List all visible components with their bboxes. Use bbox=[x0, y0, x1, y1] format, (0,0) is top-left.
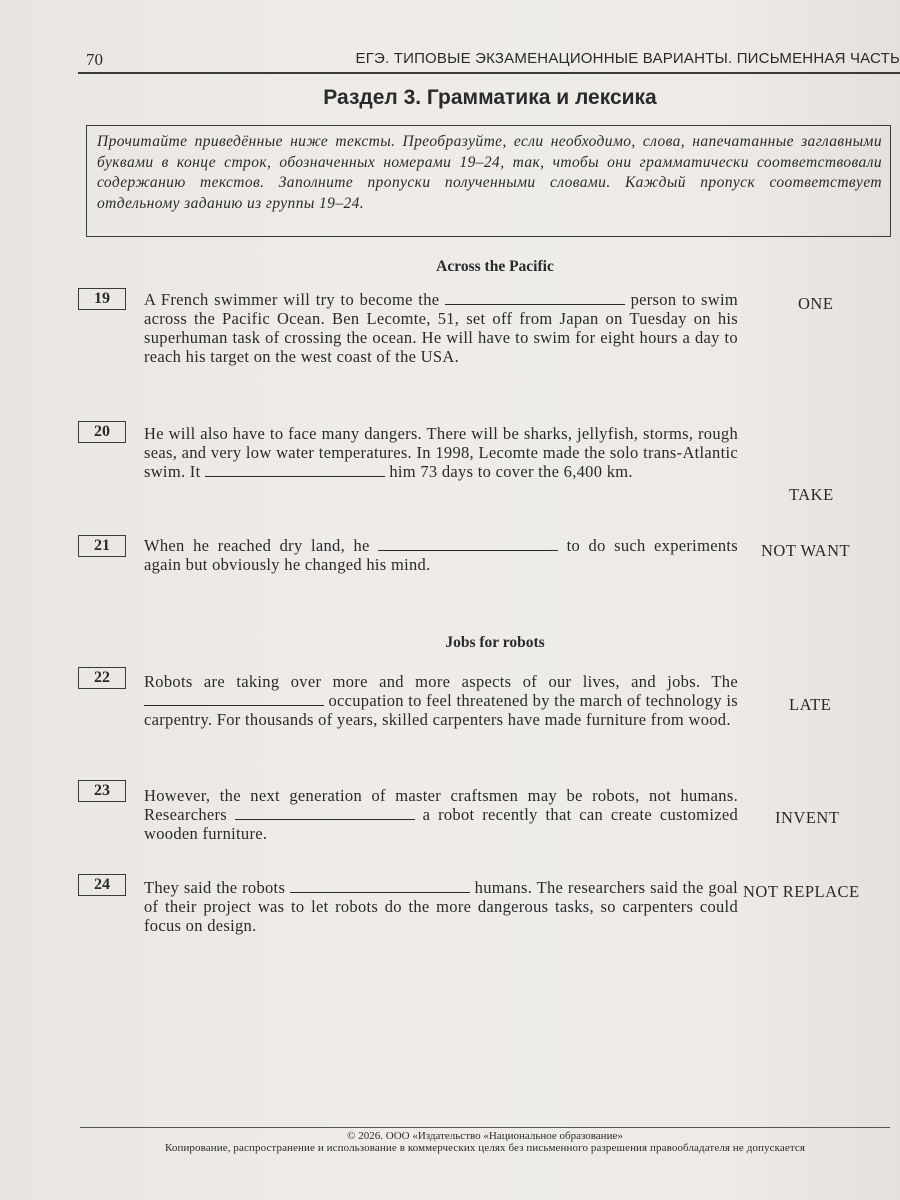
task-text bbox=[144, 424, 738, 481]
instructions-text: Прочитайте приведённые ниже тексты. Преобразуйте, если необходимо, слова, напечатанные заглавными буквами в конце строк, обозначенных номерами 19–24, так, чтобы они грамматически соответствовали содержанию текстов. Заполните пропуски полученными словами. Каждый пропуск соответствует отдельному заданию из группы 19–24. bbox=[97, 133, 882, 212]
task-number: 21 bbox=[78, 535, 126, 557]
task-text bbox=[144, 536, 738, 574]
text-before-gap: When he reached dry land, he bbox=[144, 536, 370, 555]
running-head: ЕГЭ. ТИПОВЫЕ ЭКЗАМЕНАЦИОННЫЕ ВАРИАНТЫ. ПИСЬМЕННАЯ ЧАСТЬ bbox=[355, 50, 900, 67]
task-number: 20 bbox=[78, 421, 126, 443]
text-after-gap: a robot recently that can create customized wooden furniture. bbox=[144, 805, 738, 843]
text-after-gap: occupation to feel threatened by the march of technology is carpentry. For thousands of years, skilled carpenters have made furniture from wood. bbox=[144, 691, 738, 729]
page-number: 70 bbox=[86, 50, 103, 69]
section-title: Раздел 3. Грамматика и лексика bbox=[323, 86, 657, 109]
copyright-note: Копирование, распространение и использование в коммерческих целях без письменного разрешения правообладателя не допускается bbox=[164, 1142, 806, 1154]
task-number: 23 bbox=[78, 780, 126, 802]
task-22 bbox=[78, 667, 888, 787]
answer-gap[interactable] bbox=[290, 879, 470, 893]
keyword: TAKE bbox=[789, 485, 834, 504]
answer-gap[interactable] bbox=[378, 537, 558, 551]
answer-gap[interactable] bbox=[445, 291, 625, 305]
text-before-gap: He will also have to face many dangers. There will be sharks, jellyfish, storms, rough seas, and very low water temperatures. In 1998, Lecomte made the solo trans-Atlantic swim. It bbox=[144, 424, 738, 481]
task-20 bbox=[78, 421, 888, 541]
keyword: NOT WANT bbox=[761, 541, 851, 560]
copyright: © 2026. ООО «Издательство «Национальное образование» bbox=[347, 1130, 623, 1142]
task-number: 19 bbox=[78, 288, 126, 310]
header-divider bbox=[78, 72, 900, 74]
answer-gap[interactable] bbox=[205, 463, 385, 477]
text-after-gap: person to swim across the Pacific Ocean. Ben Lecomte, 51, set off from Japan on Tuesday on his superhuman task of crossing the ocean. He will have to swim for eight hours a day to reach his target on the west coast of the USA. bbox=[144, 290, 738, 366]
task-text bbox=[144, 672, 738, 729]
text-before-gap: Robots are taking over more and more aspects of our lives, and jobs. The bbox=[144, 672, 738, 691]
task-text bbox=[144, 290, 738, 366]
text-before-gap: However, the next generation of master craftsmen may be robots, not humans. Researchers bbox=[144, 786, 738, 824]
text-title-jobs-for-robots: Jobs for robots bbox=[445, 634, 545, 651]
answer-gap[interactable] bbox=[144, 692, 324, 706]
task-text bbox=[144, 878, 738, 935]
task-text bbox=[144, 786, 738, 843]
keyword: ONE bbox=[798, 294, 834, 313]
text-before-gap: They said the robots bbox=[144, 878, 286, 897]
task-number: 24 bbox=[78, 874, 126, 896]
footer-divider bbox=[80, 1127, 890, 1128]
task-19 bbox=[78, 288, 888, 408]
text-after-gap: to do such experiments again but obviously he changed his mind. bbox=[144, 536, 738, 574]
text-after-gap: him 73 days to cover the 6,400 km. bbox=[389, 462, 633, 481]
text-before-gap: A French swimmer will try to become the bbox=[144, 290, 440, 309]
instructions-box bbox=[86, 125, 891, 237]
keyword: LATE bbox=[789, 695, 832, 714]
text-title-across-the-pacific: Across the Pacific bbox=[436, 258, 554, 275]
answer-gap[interactable] bbox=[235, 806, 415, 820]
task-number: 22 bbox=[78, 667, 126, 689]
keyword: NOT REPLACE bbox=[743, 882, 860, 901]
text-after-gap: humans. The researchers said the goal of their project was to let robots do the more dangerous tasks, so carpenters could focus on design. bbox=[144, 878, 739, 935]
keyword: INVENT bbox=[775, 808, 840, 827]
task-24 bbox=[78, 874, 888, 994]
